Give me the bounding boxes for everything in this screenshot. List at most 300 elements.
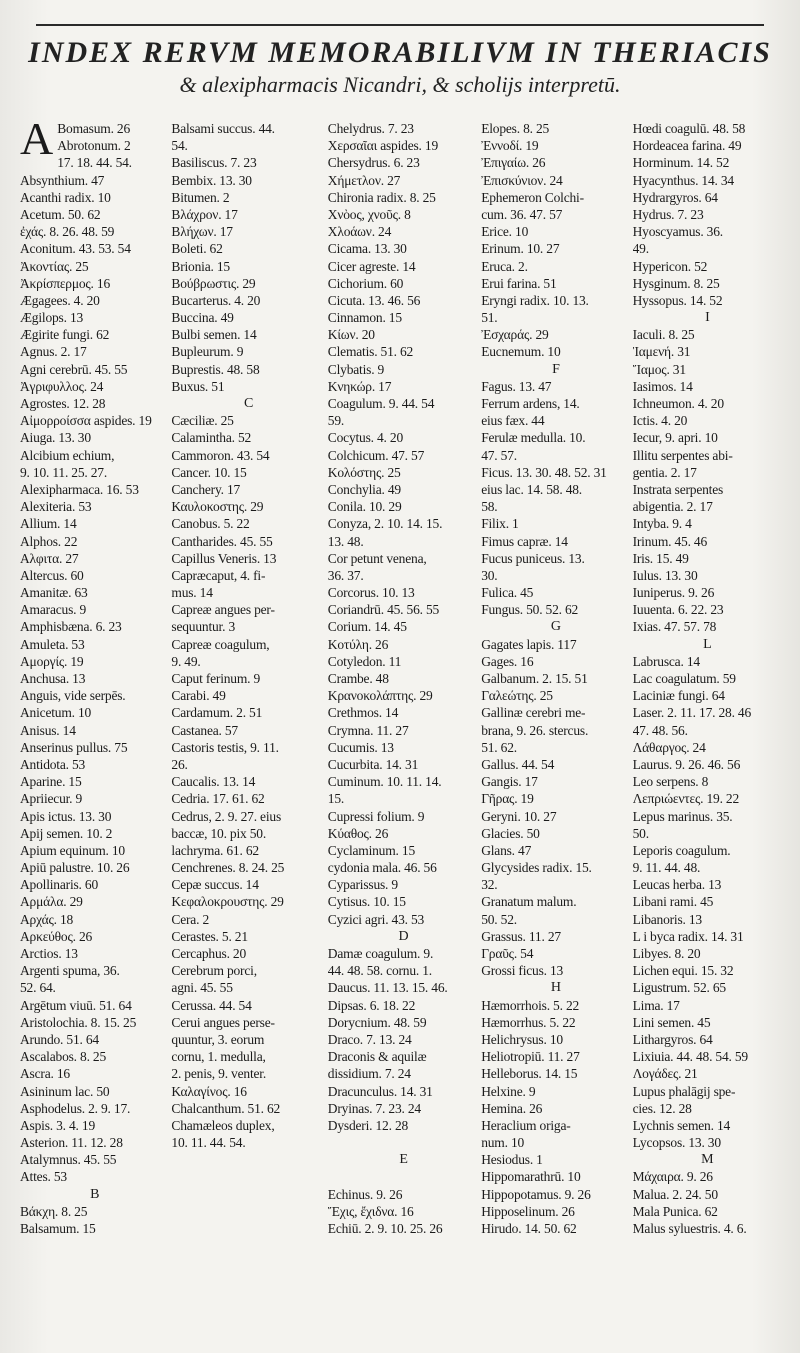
index-entry: 2. penis, 9. venter.: [171, 1066, 267, 1082]
top-rule: [36, 24, 764, 26]
index-entry: Crambe. 48: [327, 671, 389, 686]
index-entry: Buccina. 49: [171, 310, 234, 326]
index-entry: Aspis. 3. 4. 19: [20, 1117, 96, 1133]
index-entry: Καυλοκοστης. 29: [171, 499, 264, 515]
index-entry: 15.: [327, 791, 345, 807]
index-entry: Ἐπισκύνιον. 24: [481, 172, 563, 188]
index-entry: Χήμετλον. 27: [327, 172, 401, 188]
index-entry: Calamintha. 52: [171, 430, 252, 446]
index-entry: Leucas herba. 13: [632, 877, 722, 893]
index-entry: Granatum malum.: [481, 894, 577, 910]
index-entry: baccæ, 10. pix 50.: [171, 825, 267, 841]
index-entry: Cupressi folium. 9: [327, 808, 425, 824]
index-entry: Bulbi semen. 14: [171, 327, 257, 343]
index-entry: Amaracus. 9: [20, 602, 87, 618]
index-entry: Βλάχρον. 17: [171, 206, 238, 222]
index-entry: Βλήχων. 17: [171, 224, 233, 240]
index-entry: abigentia. 2. 17: [632, 499, 713, 515]
index-entry: Γραῦς. 54: [481, 946, 534, 961]
index-entry: Cor petunt venena,: [327, 550, 427, 566]
index-entry: Damæ coagulum. 9.: [327, 946, 434, 961]
index-entry: Cerastes. 5. 21: [171, 928, 248, 944]
index-entry: Erice. 10: [481, 224, 529, 240]
page-subtitle: & alexipharmacis Nicandri, & scholijs interpretū.: [179, 72, 621, 97]
index-entry: Lixiuia. 44. 48. 54. 59: [632, 1049, 748, 1065]
index-entry: dissidium. 7. 24: [327, 1066, 411, 1082]
index-entry: Argenti spuma, 36.: [20, 963, 120, 979]
index-entry: Horminum. 14. 52: [632, 155, 730, 171]
index-entry: Αρχάς. 18: [20, 911, 74, 927]
index-entry: Bembix. 13. 30: [171, 172, 252, 188]
index-entry: 36. 37.: [327, 567, 364, 583]
index-entry: Cercaphus. 20: [171, 946, 247, 961]
index-entry: Hemina. 26: [481, 1100, 543, 1116]
index-entry: 59.: [327, 413, 345, 429]
index-entry: Asininum lac. 50: [20, 1083, 110, 1099]
index-entry: Anserinus pullus. 75: [20, 739, 128, 755]
index-entry: Clematis. 51. 62: [327, 344, 414, 360]
index-entry: Βούβρωστις. 29: [171, 275, 256, 291]
index-entry: Geryni. 10. 27: [481, 808, 557, 824]
index-entry: Λεπριώεντες. 19. 22: [632, 791, 740, 807]
index-entry: Lichen equi. 15. 32: [632, 963, 734, 979]
index-entry: Cepæ succus. 14: [171, 877, 259, 893]
index-entry: Cichorium. 60: [327, 275, 404, 291]
index-entry: Apium equinum. 10: [20, 842, 125, 858]
index-entry: Κνηκώρ. 17: [327, 378, 392, 394]
index-entry: [171, 1168, 325, 1185]
index-entry: Chamæleos duplex,: [171, 1117, 275, 1133]
index-entry: Argētum viuū. 51. 64: [20, 997, 132, 1013]
index-entry: 13. 48.: [327, 533, 364, 549]
index-entry: Amuleta. 53: [20, 636, 85, 652]
index-entry: Αλφιτα. 27: [20, 550, 79, 566]
index-entry: Ἀκρίσπερμος. 16: [20, 275, 111, 291]
index-entry: Cedria. 17. 61. 62: [171, 791, 265, 807]
index-entry: Αμοργίς. 19: [20, 653, 84, 669]
index-entry: [328, 1168, 479, 1185]
index-entry: Ægagees. 4. 20: [20, 292, 100, 308]
index-entry: Helichrysus. 10: [481, 1031, 563, 1047]
index-entry: Ἐσχαράς. 29: [481, 327, 549, 343]
index-entry: Ægirite fungi. 62: [20, 327, 110, 343]
index-entry: Αρκεύθος. 26: [20, 928, 93, 944]
index-entry: Ἐννοδί. 19: [481, 138, 539, 154]
index-entry: 47. 48. 56.: [632, 722, 688, 738]
section-letter: G: [550, 619, 561, 635]
index-entry: Illitu serpentes abi-: [632, 447, 733, 463]
index-entry: Anicetum. 10: [20, 705, 92, 721]
index-entry: Agni cerebrū. 45. 55: [20, 361, 128, 377]
index-entry: Ictis. 4. 20: [632, 413, 688, 429]
index-entry: Cera. 2: [171, 911, 209, 927]
index-entry: Capreæ coagulum,: [171, 636, 270, 652]
index-entry: Fucus puniceus. 13.: [481, 550, 585, 566]
index-entry: 26.: [171, 756, 188, 772]
index-entry: Clybatis. 9: [327, 361, 385, 377]
index-entry: Allium. 14: [20, 516, 77, 532]
index-entry: Iuuenta. 6. 22. 23: [632, 602, 724, 618]
index-entry: Laser. 2. 11. 17. 28. 46: [632, 705, 752, 721]
index-entry: Hydrargyros. 64: [632, 189, 718, 205]
first-entry-block: [20, 120, 169, 172]
index-entry: Intyba. 9. 4: [632, 516, 692, 532]
index-entry: Malua. 2. 24. 50: [632, 1186, 718, 1202]
index-entry: num. 10: [481, 1135, 525, 1151]
index-column-3: [328, 120, 479, 1335]
index-entry: Iecur, 9. apri. 10: [632, 430, 718, 446]
index-entry: Anchusa. 13: [20, 671, 86, 687]
index-entry: Laurus. 9. 26. 46. 56: [632, 756, 741, 772]
index-entry: Cotyledon. 11: [327, 653, 402, 669]
index-entry: Echiū. 2. 9. 10. 25. 26: [327, 1221, 443, 1236]
index-entry: Apriiecur. 9: [20, 791, 83, 807]
index-entry: Ascalabos. 8. 25: [20, 1049, 107, 1065]
index-entry: 50.: [632, 825, 649, 841]
index-entry: Χερσαῖαι aspides. 19: [327, 138, 439, 154]
index-entry: Hæmorrhus. 5. 22: [481, 1014, 576, 1030]
index-entry: Gallus. 44. 54: [481, 756, 555, 772]
index-entry: Ephemeron Colchi-: [481, 189, 584, 205]
index-entry: Cerussa. 44. 54: [171, 997, 252, 1013]
index-entry: Κρανοκολάπτης. 29: [327, 688, 433, 704]
index-entry: Hydrus. 7. 23: [632, 206, 704, 222]
index-entry: Iasimos. 14: [632, 378, 693, 394]
index-entry: Brionia. 15: [171, 258, 230, 274]
index-entry: Helxine. 9: [481, 1083, 536, 1099]
index-entry: Grassus. 11. 27: [481, 928, 561, 944]
index-entry: [171, 1186, 325, 1203]
index-entry: Absynthium. 47: [20, 172, 105, 188]
index-entry: Bucarterus. 4. 20: [171, 292, 261, 308]
index-entry: Ferrum ardens, 14.: [481, 396, 580, 411]
index-entry: Capreæ angues per-: [171, 602, 275, 618]
index-entry: 51.: [481, 310, 498, 326]
index-entry: Arctios. 13: [20, 946, 78, 962]
index-entry: Cicama. 13. 30: [327, 241, 407, 257]
index-entry: Libani rami. 45: [632, 894, 714, 910]
index-entry: Iulus. 13. 30: [632, 567, 698, 583]
index-entry: Buxus. 51: [171, 378, 225, 394]
index-entry: Alexiteria. 53: [20, 499, 92, 515]
index-entry: 9. 11. 44. 48.: [632, 860, 701, 876]
index-entry: Anisus. 14: [20, 722, 76, 738]
index-entry: Abrotonum. 2: [57, 138, 131, 154]
index-entry: 9. 10. 11. 25. 27.: [20, 464, 108, 480]
index-entry: agni. 45. 55: [171, 980, 233, 996]
index-entry: Cinnamon. 15: [327, 310, 402, 326]
index-entry: Dorycnium. 48. 59: [327, 1014, 427, 1030]
index-entry: Helleborus. 14. 15: [481, 1066, 578, 1082]
index-entry: Hypericon. 52: [632, 258, 708, 274]
index-entry: Μάχαιρα. 9. 26: [632, 1169, 713, 1185]
index-entry: 52. 64.: [20, 980, 56, 996]
index-entry: Filix. 1: [481, 516, 519, 532]
index-entry: Coagulum. 9. 44. 54: [327, 396, 435, 411]
index-entry: Cedrus, 2. 9. 27. eius: [171, 808, 281, 824]
index-entry: Dracunculus. 14. 31: [327, 1083, 433, 1099]
index-entry: Cæciliæ. 25: [171, 413, 234, 429]
section-letter: E: [399, 1152, 408, 1168]
index-entry: Corcorus. 10. 13: [327, 585, 415, 601]
index-entry: Ixias. 47. 57. 78: [632, 619, 717, 635]
index-entry: Fungus. 50. 52. 62: [481, 602, 579, 618]
index-entry: 32.: [481, 877, 498, 893]
index-entry: 44. 48. 58. cornu. 1.: [327, 963, 432, 979]
index-entry: Aconitum. 43. 53. 54: [20, 241, 131, 257]
index-entry: Attes. 53: [20, 1169, 67, 1185]
index-entry: Ἐπιγαίω. 26: [481, 155, 546, 171]
index-entry: Dysderi. 12. 28: [327, 1117, 409, 1133]
index-entry: Fimus capræ. 14: [481, 533, 568, 549]
index-entry: 50. 52.: [481, 911, 517, 927]
index-entry: Crymna. 11. 27: [327, 722, 409, 738]
index-entry: Cancer. 10. 15: [171, 464, 247, 480]
index-entry: Agrostes. 12. 28: [20, 396, 106, 412]
index-entry: Ichneumon. 4. 20: [632, 396, 724, 411]
index-entry: Cerebrum porci,: [171, 963, 257, 979]
index-entry: Cerui angues perse-: [171, 1014, 275, 1030]
index-entry: Capræcaput, 4. fi-: [171, 567, 266, 583]
index-entry: Gallinæ cerebri me-: [481, 705, 586, 721]
index-entry: Libanoris. 13: [632, 911, 702, 927]
index-entry: Gagates lapis. 117: [481, 636, 577, 652]
index-entry: Κολόστης. 25: [327, 464, 401, 480]
index-entry: 49.: [632, 241, 649, 257]
index-entry: Corium. 14. 45: [327, 619, 407, 635]
index-entry: Hœdi coagulū. 48. 58: [632, 121, 746, 136]
index-entry: Ἀγριφυλλος. 24: [20, 378, 104, 394]
index-column-2: [171, 120, 325, 1335]
index-entry: Atalymnus. 45. 55: [20, 1152, 117, 1168]
index-entry: Hipposelinum. 26: [481, 1203, 575, 1219]
index-column-5: [633, 120, 782, 1335]
index-entry: Βάκχη. 8. 25: [20, 1203, 88, 1219]
index-entry: Antidota. 53: [20, 756, 86, 772]
index-entry: Instrata serpentes: [632, 481, 724, 497]
index-entry: Cuminum. 10. 11. 14.: [327, 774, 442, 790]
index-entry: Γῆρας. 19: [481, 791, 534, 807]
index-entry: Colchicum. 47. 57: [327, 447, 425, 463]
index-entry: Bomasum. 26: [57, 121, 131, 136]
index-entry: Boleti. 62: [171, 241, 223, 257]
index-entry: Agnus. 2. 17: [20, 344, 87, 360]
index-entry: Crethmos. 14: [327, 705, 399, 721]
index-entry: Aiuga. 13. 30: [20, 430, 91, 446]
index-entry: Apij semen. 10. 2: [20, 825, 113, 841]
index-entry: Glacies. 50: [481, 825, 540, 841]
index-entry: Glycysides radix. 15.: [481, 860, 592, 876]
index-entry: Ferulæ medulla. 10.: [481, 430, 586, 446]
index-entry: Ἴαμος. 31: [632, 361, 686, 377]
index-entry: Fulica. 45: [481, 585, 534, 601]
index-entry: [171, 1203, 325, 1220]
index-entry: Κοτύλη. 26: [327, 636, 389, 652]
index-entry: sequuntur. 3: [171, 619, 236, 635]
index-entry: Leporis coagulum.: [632, 842, 731, 858]
index-entry: Cicer agreste. 14: [327, 258, 416, 274]
section-letter: F: [552, 361, 560, 377]
section-letter: H: [550, 980, 561, 996]
section-letter: C: [244, 396, 254, 411]
index-entry: Lycopsos. 13. 30: [632, 1135, 721, 1151]
index-entry: Cytisus. 10. 15: [327, 894, 406, 910]
index-entry: mus. 14: [171, 585, 213, 601]
index-entry: Irinum. 45. 46: [632, 533, 708, 549]
index-entry: Caput ferinum. 9: [171, 671, 261, 686]
index-entry: Asterion. 11. 12. 28: [20, 1135, 123, 1151]
index-entry: Lepus marinus. 35.: [632, 808, 733, 824]
index-entry: cum. 36. 47. 57: [481, 206, 563, 222]
index-entry: Erinum. 10. 27: [481, 241, 560, 257]
index-entry: Arundo. 51. 64: [20, 1031, 99, 1047]
index-entry: Hyssopus. 14. 52: [632, 292, 723, 308]
index-entry: gentia. 2. 17: [632, 464, 697, 480]
index-entry: Hippopotamus. 9. 26: [481, 1186, 591, 1202]
index-entry: 47. 57.: [481, 447, 517, 463]
section-letter: D: [398, 928, 409, 944]
index-entry: Apis ictus. 13. 30: [20, 808, 112, 824]
index-entry: Hirudo. 14. 50. 62: [481, 1221, 577, 1236]
index-entry: Libyes. 8. 20: [632, 946, 701, 961]
index-entry: Eucnemum. 10: [481, 344, 561, 360]
index-entry: Caucalis. 13. 14: [171, 774, 256, 790]
index-entry: Basiliscus. 7. 23: [171, 155, 257, 171]
index-entry: Conchylia. 49: [327, 481, 401, 497]
index-entry: Conila. 10. 29: [327, 499, 402, 515]
index-entry: 9. 49.: [171, 653, 201, 669]
index-entry: Aparine. 15: [20, 774, 82, 790]
index-entry: Apiū palustre. 10. 26: [20, 860, 130, 876]
index-entry: Καλαγίνος. 16: [171, 1083, 247, 1099]
index-entry: Laciniæ fungi. 64: [632, 688, 725, 704]
index-entry: Alcibium echium,: [20, 447, 115, 463]
index-entry: Lychnis semen. 14: [632, 1117, 731, 1133]
section-letter: I: [705, 310, 710, 326]
index-entry: Λάθαργος. 24: [632, 739, 706, 755]
index-entry: Λογάδες. 21: [632, 1066, 698, 1082]
index-entry: Altercus. 60: [20, 567, 84, 583]
index-entry: Ligustrum. 52. 65: [632, 980, 726, 996]
index-entry: Mala Punica. 62: [632, 1203, 718, 1219]
index-entry: Cenchrenes. 8. 24. 25: [171, 860, 285, 876]
index-entry: Ficus. 13. 30. 48. 52. 31: [481, 464, 607, 480]
index-column-4: [481, 120, 630, 1335]
index-entry: L i byca radix. 14. 31: [632, 928, 744, 944]
index-entry: Glans. 47: [481, 842, 532, 858]
index-entry: eius lac. 14. 58. 48.: [481, 481, 582, 497]
drop-cap-letter: A: [20, 120, 54, 164]
index-column-1: [20, 120, 169, 1335]
index-entry: Cicuta. 13. 46. 56: [327, 292, 421, 308]
index-entry: Hordeacea farina. 49: [632, 138, 742, 154]
index-entry: lachryma. 61. 62: [171, 842, 259, 858]
index-entry: Cucurbita. 14. 31: [327, 756, 419, 772]
index-entry: Draconis & aquilæ: [327, 1049, 427, 1065]
index-entry: cydonia mala. 46. 56: [327, 860, 437, 876]
index-entry: Lac coagulatum. 59: [632, 671, 736, 686]
index-entry: Ἰαμενή. 31: [632, 344, 691, 360]
index-entry: Amanitæ. 63: [20, 585, 88, 601]
index-entry: Hippomarathrū. 10: [481, 1169, 581, 1185]
index-entry: Galbanum. 2. 15. 51: [481, 671, 588, 686]
index-entry: Leo serpens. 8: [632, 774, 709, 790]
section-letter: L: [703, 636, 712, 652]
index-entry: Grossi ficus. 13: [481, 963, 564, 979]
index-entry: Draco. 7. 13. 24: [327, 1031, 412, 1047]
index-entry: Κεφαλοκρουστης. 29: [171, 894, 284, 910]
index-entry: Cyclaminum. 15: [327, 842, 415, 858]
index-entry: Daucus. 11. 13. 15. 46.: [327, 980, 448, 996]
index-entry: Cyzici agri. 43. 53: [327, 911, 425, 927]
index-entry: 58.: [481, 499, 498, 515]
index-entry: Ægilops. 13: [20, 310, 84, 326]
index-entry: Χλοάων. 24: [327, 224, 392, 240]
index-entry: Gangis. 17: [481, 774, 538, 790]
index-entry: Malus syluestris. 4. 6.: [632, 1221, 747, 1236]
index-entry: Gages. 16: [481, 653, 534, 669]
index-entry: Aristolochia. 8. 15. 25: [20, 1014, 137, 1030]
index-entry: Κίων. 20: [327, 327, 375, 343]
index-entry: 30.: [481, 567, 498, 583]
index-entry: brana, 9. 26. stercus.: [481, 722, 589, 738]
index-entry: 17. 18. 44. 54.: [57, 155, 132, 171]
index-entry: Lima. 17: [632, 997, 680, 1013]
index-entry: Bupleurum. 9: [171, 344, 244, 360]
index-entry: Fagus. 13. 47: [481, 378, 552, 394]
index-entry: Chironia radix. 8. 25: [327, 189, 436, 205]
index-entry: Cammoron. 43. 54: [171, 447, 270, 463]
index-entry: Χνὸος, χνοῦς. 8: [327, 206, 411, 222]
index-entry: Coriandrū. 45. 56. 55: [327, 602, 440, 618]
index-entry: Echinus. 9. 26: [327, 1186, 403, 1202]
index-entry: Acanthi radix. 10: [20, 189, 111, 205]
index-entry: Lupus phalāgij spe-: [632, 1083, 736, 1099]
index-entry: Alphos. 22: [20, 533, 78, 549]
index-entry: Αἰμορροίσσα aspides. 19: [20, 413, 152, 429]
index-entry: Canobus. 5. 22: [171, 516, 250, 532]
index-entry: Γαλεώτης. 25: [481, 688, 553, 704]
index-entry: Hyoscyamus. 36.: [632, 224, 723, 240]
index-entry: Lithargyros. 64: [632, 1031, 713, 1047]
index-entry: Chersydrus. 6. 23: [327, 155, 420, 171]
index-entry: Balsamum. 15: [20, 1221, 96, 1237]
index-entry: Apollinaris. 60: [20, 877, 98, 893]
index-entry: Cyparissus. 9: [327, 877, 398, 893]
index-entry: Canchery. 17: [171, 481, 241, 497]
index-entry: Eruca. 2.: [481, 258, 528, 274]
index-entry: Cucumis. 13: [327, 739, 394, 755]
index-entry: Labrusca. 14: [632, 653, 700, 669]
section-letter: M: [701, 1152, 714, 1168]
index-entry: Elopes. 8. 25: [481, 121, 550, 136]
index-entry: Dryinas. 7. 23. 24: [327, 1100, 421, 1116]
index-entry: Balsami succus. 44.: [171, 121, 275, 136]
index-entry: Heraclium origa-: [481, 1117, 571, 1133]
index-entry: 10. 11. 44. 54.: [171, 1135, 246, 1151]
index-columns: [20, 120, 782, 1335]
index-entry: Asphodelus. 2. 9. 17.: [20, 1100, 131, 1116]
index-entry: 54.: [171, 138, 188, 154]
index-entry: Eryngi radix. 10. 13.: [481, 292, 589, 308]
index-entry: Buprestis. 48. 58: [171, 361, 260, 377]
index-entry: Iuniperus. 9. 26: [632, 585, 715, 601]
index-entry: Hysginum. 8. 25: [632, 275, 720, 291]
index-entry: [171, 1151, 325, 1168]
index-entry: Hesiodus. 1: [481, 1152, 543, 1168]
index-entry: Ἀκοντίας. 25: [20, 258, 89, 274]
index-entry: Αρμάλα. 29: [20, 894, 83, 910]
